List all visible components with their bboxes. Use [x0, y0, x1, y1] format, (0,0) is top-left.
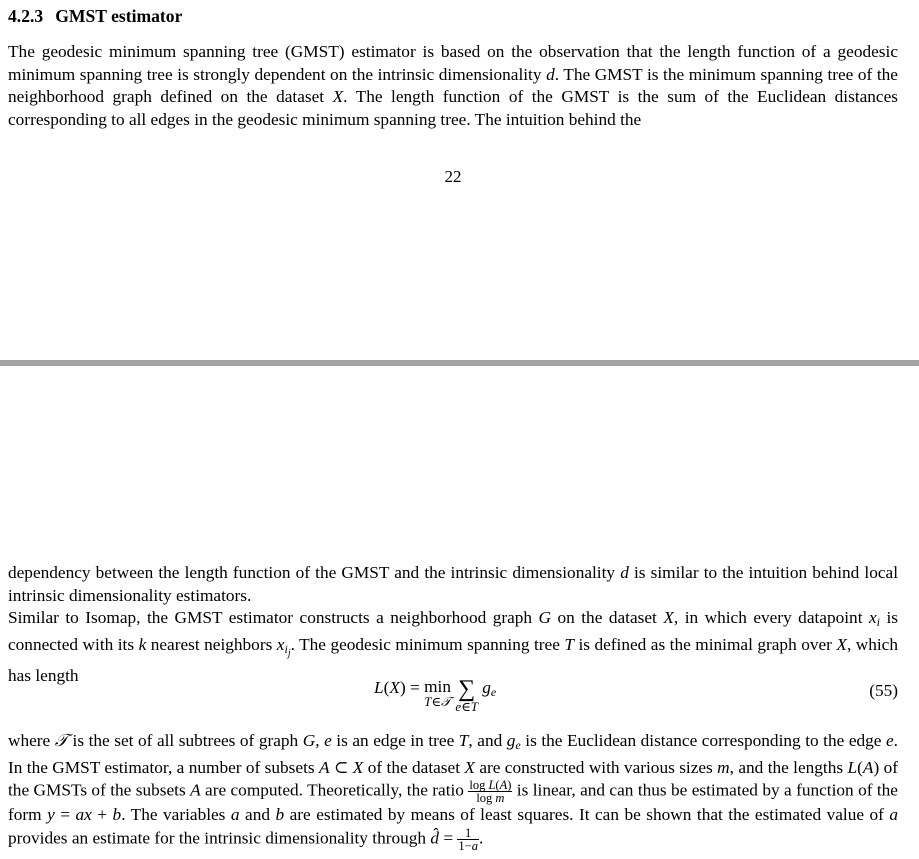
paragraph-where: [8, 730, 898, 852]
paragraph-continuation: dependency between the length function of the GMST and the intrinsic dimensionality d is similar to the intuition behind local intrinsic dimensionality estimators.: [8, 563, 898, 605]
equation-55: [0, 678, 906, 724]
section-heading: [8, 6, 182, 27]
page-separator: [0, 360, 919, 366]
page-number: 22: [444, 167, 462, 186]
paragraph-bottom: [8, 562, 898, 688]
paragraph-top: [8, 41, 898, 131]
paragraph-top-text: The geodesic minimum spanning tree (GMST) estimator is based on the observation that the length function of a geodesic minimum spanning tree is strongly dependent on the intrinsic dimensionality d. The GMST is the minimum spanning tree of the neighborhood graph defined on the dataset X. The length function of the GMST is the sum of the Euclidean distances corresponding to all edges in the geodesic minimum spanning tree. The intuition behind the: [8, 42, 898, 129]
section-title: GMST estimator: [55, 6, 183, 26]
equation-body: L(X) = min T∈𝒯 ∑ e∈T $g_e$: [374, 676, 497, 714]
paragraph-where-text: where 𝒯 is the set of all subtrees of graph G, e is an edge in tree T, and $g_e$ is the Euclidean distance corresponding to the edge e. In the GMST estimator, a number of subsets A ⊂ X of the dataset X are constructed with various sizes m, and the lengths L(A) of the GMSTs of the subsets A are computed. Theoretically, the ratio $\frac{\text{log L(A)}}{\text{log m}}$ is linear, and can thus be estimated by a function of the form y = ax + b. The variables a and b are estimated by means of least squares. It can be shown that the estimated value of a provides an estimate for the intrinsic dimensionality through d̂ = $\frac{1}{1-a}$ .: [8, 731, 899, 853]
equation-number: (55): [869, 681, 898, 700]
paragraph-isomap: Similar to Isomap, the GMST estimator constructs a neighborhood graph G on the dataset X, in which every datapoint $x_i$ is connected with its k nearest neighbors $x_{i_j}$. The geodesic minimum spanning tree T is defined as the minimal graph over X, which has length: [8, 608, 899, 686]
section-number: 4.2.3: [8, 6, 44, 26]
